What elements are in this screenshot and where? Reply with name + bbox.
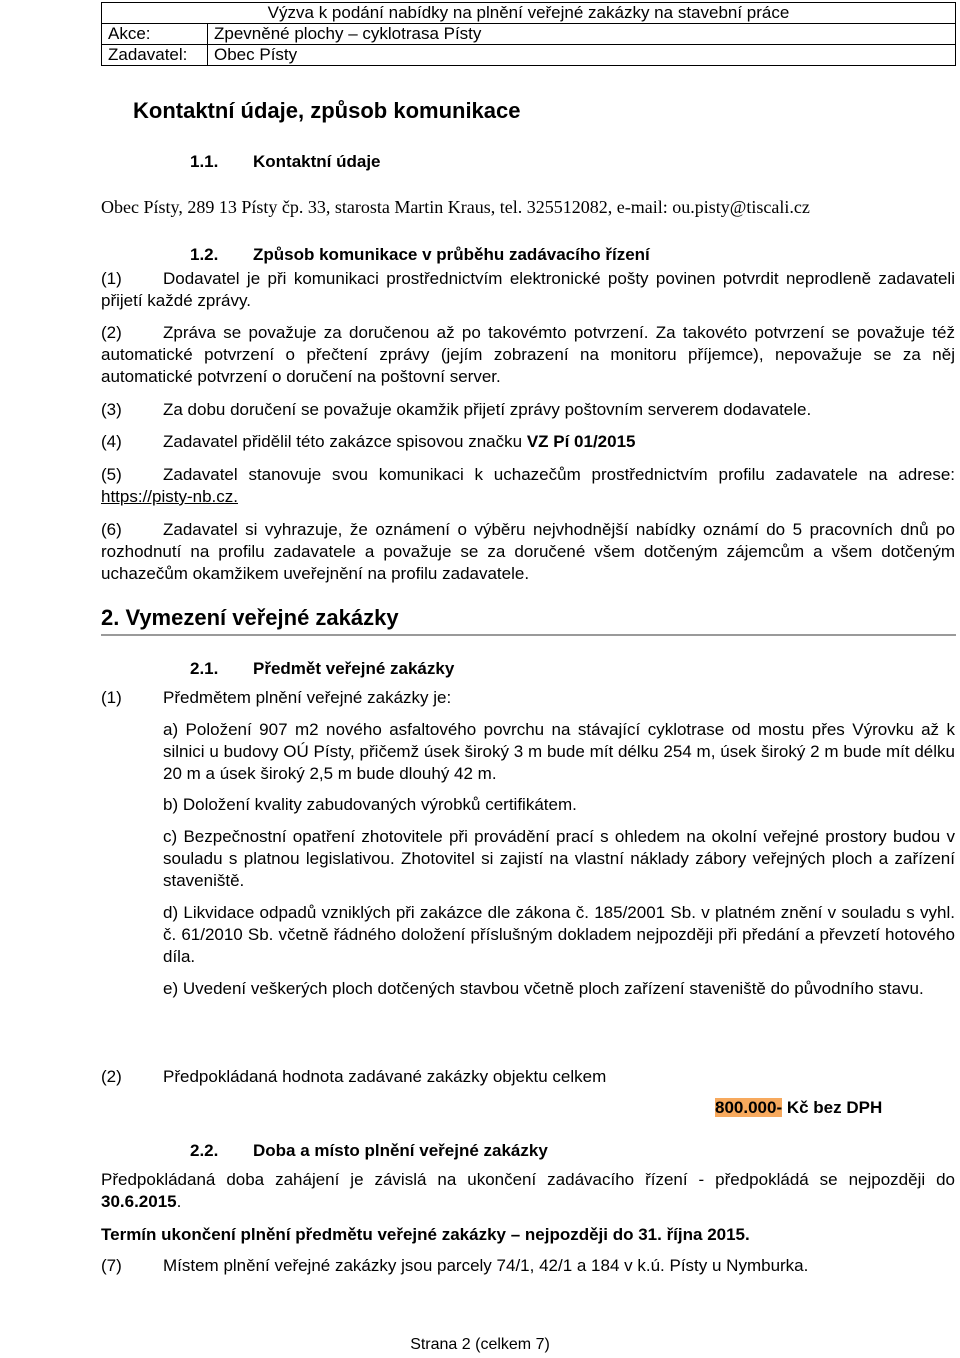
akce-label: Akce: bbox=[102, 24, 208, 45]
paragraph-1 bbox=[101, 268, 955, 312]
item-a: a) Položení 907 m2 nového asfaltového povrchu na stávající cyklotrase od mostu přes Výrovku až k silnici u budovy OÚ Písty, přičemž úsek široký 3 m bude mít délku 254 m, úsek široký 2 m bude mít délku 20 m a úsek široký 2,5 m bude dlouhý 42 m. bbox=[163, 720, 955, 783]
contact-line: Obec Písty, 289 13 Písty čp. 33, starosta Martin Kraus, tel. 325512082, e-mail: ou.pisty@tiscali.cz bbox=[101, 197, 810, 217]
item-b: b) Doložení kvality zabudovaných výrobků certifikátem. bbox=[163, 795, 577, 814]
paragraph-text: Zadavatel stanovuje svou komunikaci k uchazečům prostřednictvím profilu zadavatele na adrese: bbox=[163, 465, 955, 484]
paragraph-2 bbox=[101, 322, 955, 388]
paragraph-number: (1) bbox=[101, 688, 122, 707]
s22-number: 2.2. bbox=[190, 1141, 219, 1160]
paragraph-3 bbox=[101, 399, 955, 421]
item-c: c) Bezpečnostní opatření zhotovitele při provádění prací s ohledem na okolní veřejné prostory budou v souladu s platnou legislativou. Zhotovitel si zajistí na vlastní náklady zábory veřejných ploch a zařízení staveniště. bbox=[163, 827, 955, 890]
price-suffix: Kč bez DPH bbox=[782, 1098, 883, 1117]
s21-title: Předmět veřejné zakázky bbox=[253, 659, 455, 678]
akce-value: Zpevněné plochy – cyklotrasa Písty bbox=[208, 24, 956, 45]
paragraph-number: (1) bbox=[101, 269, 122, 288]
deadline-line: Termín ukončení plnění předmětu veřejné zakázky – nejpozději do 31. října 2015. bbox=[101, 1225, 750, 1244]
start-date: 30.6.2015 bbox=[101, 1192, 177, 1211]
s12-title: Způsob komunikace v průběhu zadávacího řízení bbox=[253, 245, 650, 264]
file-reference: VZ Pí 01/2015 bbox=[526, 432, 636, 451]
paragraph-number: (4) bbox=[101, 432, 122, 451]
paragraph-number: (2) bbox=[101, 1067, 122, 1086]
paragraph-text: Dodavatel je při komunikaci prostřednictvím elektronické pošty povinen potvrdit neprodleně zadavateli přijetí každé zprávy. bbox=[101, 269, 955, 310]
section1-heading: Kontaktní údaje, způsob komunikace bbox=[133, 98, 521, 123]
section2-heading: 2. Vymezení veřejné zakázky bbox=[101, 605, 956, 636]
s12-number: 1.2. bbox=[190, 245, 219, 264]
profile-link[interactable]: https://pisty-nb.cz. bbox=[101, 487, 238, 506]
page-footer: Strana 2 (celkem 7) bbox=[410, 1336, 550, 1353]
s11-number: 1.1. bbox=[190, 152, 219, 171]
estimated-value bbox=[715, 1098, 882, 1118]
paragraph-q7 bbox=[101, 1255, 955, 1277]
paragraph-number: (7) bbox=[101, 1256, 122, 1275]
period: . bbox=[176, 1192, 182, 1211]
price-value: 800.000- bbox=[715, 1098, 783, 1117]
paragraph-text: Zadavatel si vyhrazuje, že oznámení o výběru nejvhodnější nabídky oznámí do 5 pracovních dnů po rozhodnutí na profilu zadavatele a považuje se za doručené všem dotčeným zájemcům a všem dotčeným uchazečům okamžikem uveřejnění na profilu zadavatele. bbox=[101, 520, 955, 583]
paragraph-q1 bbox=[101, 687, 955, 709]
paragraph-q2 bbox=[101, 1066, 955, 1088]
s22-title: Doba a místo plnění veřejné zakázky bbox=[253, 1141, 548, 1160]
zadavatel-label: Zadavatel: bbox=[102, 45, 208, 66]
document-title: Výzva k podání nabídky na plnění veřejné zakázky na stavební práce bbox=[102, 3, 956, 24]
paragraph-text: Zpráva se považuje za doručenou až po takovémto potvrzení. Za takovéto potvrzení se považuje též automatické potvrzení o přečtení zprávy (jejím zobrazení na monitoru příjemce), nepovažuje se za něj automatické potvrzení o doručení na poštovní server. bbox=[101, 323, 955, 386]
item-e: e) Uvedení veškerých ploch dotčených stavbou včetně ploch zařízení staveniště do původního stavu. bbox=[163, 979, 924, 998]
paragraph-6 bbox=[101, 519, 955, 585]
paragraph-text: Předpokládaná hodnota zadávané zakázky objektu celkem bbox=[163, 1067, 607, 1086]
header-table bbox=[101, 2, 956, 66]
paragraph-text: Zadavatel přidělil této zakázce spisovou značku bbox=[163, 432, 527, 451]
paragraph-5 bbox=[101, 464, 955, 508]
paragraph-4 bbox=[101, 431, 955, 453]
paragraph-number: (3) bbox=[101, 400, 122, 419]
s21-number: 2.1. bbox=[190, 659, 219, 678]
paragraph-number: (2) bbox=[101, 323, 122, 342]
paragraph-text: Místem plnění veřejné zakázky jsou parcely 74/1, 42/1 a 184 v k.ú. Písty u Nymburka. bbox=[163, 1256, 809, 1275]
start-paragraph bbox=[101, 1169, 955, 1213]
paragraph-text: Předmětem plnění veřejné zakázky je: bbox=[163, 688, 452, 707]
paragraph-text: Za dobu doručení se považuje okamžik přijetí zprávy poštovním serverem dodavatele. bbox=[163, 400, 812, 419]
zadavatel-value: Obec Písty bbox=[208, 45, 956, 66]
paragraph-text: Předpokládaná doba zahájení je závislá na ukončení zadávacího řízení - předpokládá se nejpozději do bbox=[101, 1170, 955, 1189]
s11-title: Kontaktní údaje bbox=[253, 152, 381, 171]
item-d: d) Likvidace odpadů vzniklých při zakázce dle zákona č. 185/2001 Sb. v platném znění v souladu s vyhl. č. 61/2010 Sb. včetně řádného doložení příslušným dokladem nejpozději při předání a převzetí hotového díla. bbox=[163, 903, 955, 966]
paragraph-number: (6) bbox=[101, 520, 122, 539]
paragraph-number: (5) bbox=[101, 465, 122, 484]
